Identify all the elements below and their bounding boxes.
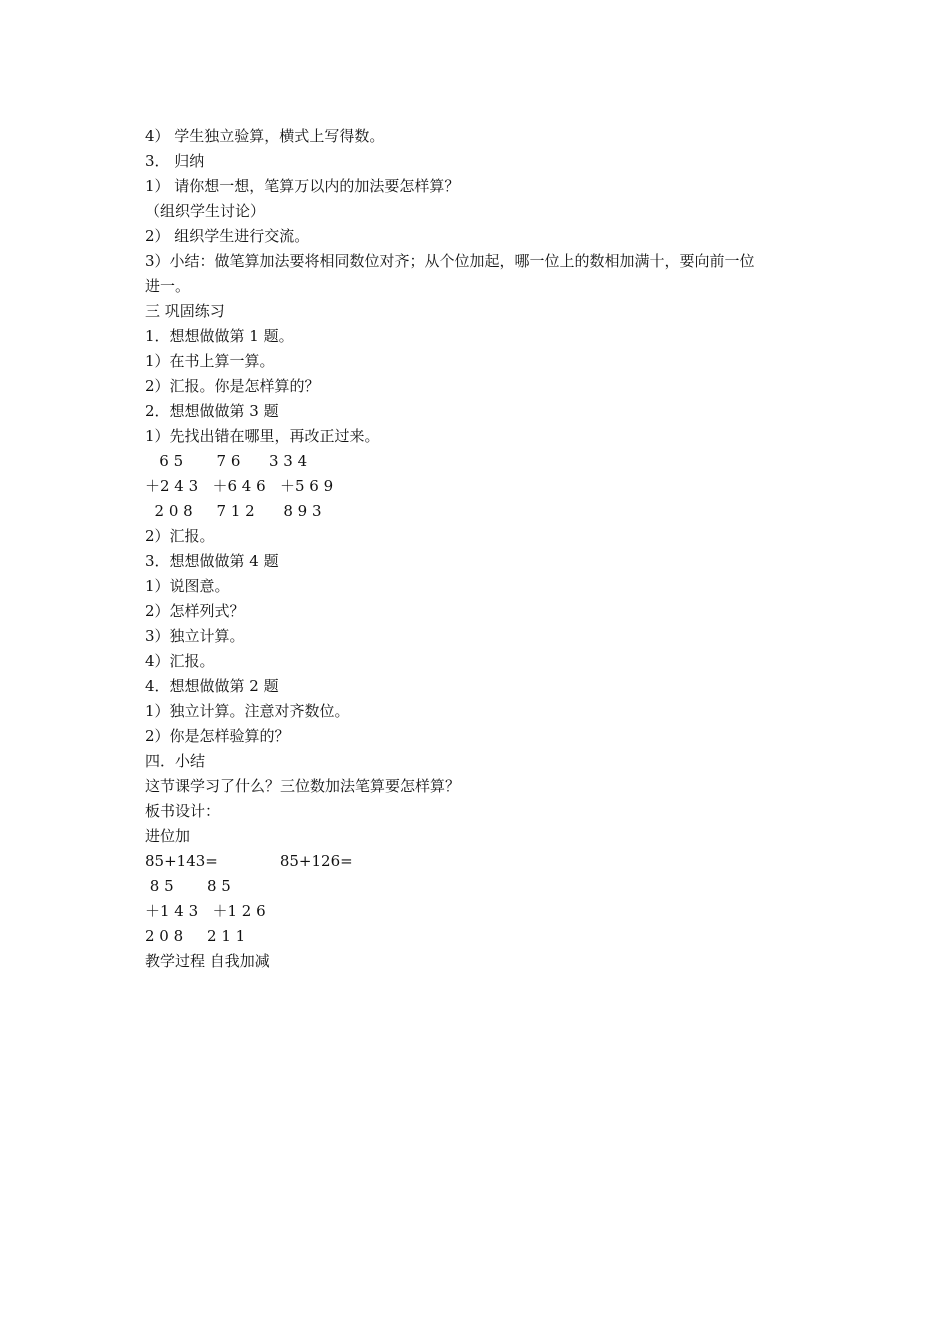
- exercise-3-step-1: 1）说图意。: [145, 577, 230, 595]
- vertical-sum-row: 2 0 8 7 1 2 8 9 3: [145, 502, 322, 520]
- vertical-addend-row-1: 6 5 7 6 3 3 4: [145, 452, 308, 470]
- exercise-2-step-2: 2）汇报。: [145, 527, 215, 545]
- board-equations: 85+143= 85+126=: [145, 852, 353, 870]
- board-design-heading: 板书设计：: [145, 802, 221, 820]
- exercise-3-step-4: 4）汇报。: [145, 652, 215, 670]
- step-4-verify: 4） 学生独立验算，横式上写得数。: [145, 127, 385, 145]
- footer-text: 教学过程 自我加减: [145, 952, 270, 970]
- summary-rule: 3）小结：做笔算加法要将相同数位对齐；从个位加起，哪一位上的数相加满十，要向前一位: [145, 252, 755, 270]
- section-4-question: 这节课学习了什么？三位数加法笔算要怎样算？: [145, 777, 461, 795]
- discussion-note: （组织学生讨论）: [145, 202, 266, 220]
- board-title: 进位加: [145, 827, 191, 845]
- exercise-4-step-1: 1）独立计算。注意对齐数位。: [145, 702, 350, 720]
- summary-question: 1） 请你想一想，笔算万以内的加法要怎样算？: [145, 177, 460, 195]
- exercise-3-step-3: 3）独立计算。: [145, 627, 245, 645]
- exercise-3-step-2: 2）怎样列式？: [145, 602, 245, 620]
- exchange-step: 2） 组织学生进行交流。: [145, 227, 310, 245]
- board-addend-row-2: ＋1 4 3 ＋1 2 6: [145, 902, 266, 920]
- section-3-summary-heading: 3． 归纳: [145, 152, 205, 170]
- exercise-1-step-2: 2）汇报。你是怎样算的？: [145, 377, 320, 395]
- exercise-4-heading: 4．想想做做第 2 题: [145, 677, 279, 695]
- exercise-1-step-1: 1）在书上算一算。: [145, 352, 275, 370]
- exercise-1-heading: 1．想想做做第 1 题。: [145, 327, 294, 345]
- board-sum-row: 2 0 8 2 1 1: [145, 927, 246, 945]
- exercise-4-step-2: 2）你是怎样验算的？: [145, 727, 290, 745]
- vertical-addend-row-2: ＋2 4 3 ＋6 4 6 ＋5 6 9: [145, 477, 334, 495]
- practice-heading: 三 巩固练习: [145, 302, 225, 320]
- board-addend-row-1: 8 5 8 5: [145, 877, 231, 895]
- lesson-plan-body: [145, 124, 825, 974]
- exercise-3-heading: 3．想想做做第 4 题: [145, 552, 279, 570]
- exercise-2-heading: 2．想想做做第 3 题: [145, 402, 279, 420]
- exercise-2-step-1: 1）先找出错在哪里，再改正过来。: [145, 427, 380, 445]
- section-4-heading: 四．小结: [145, 752, 206, 770]
- summary-rule-continued: 进一。: [145, 277, 191, 295]
